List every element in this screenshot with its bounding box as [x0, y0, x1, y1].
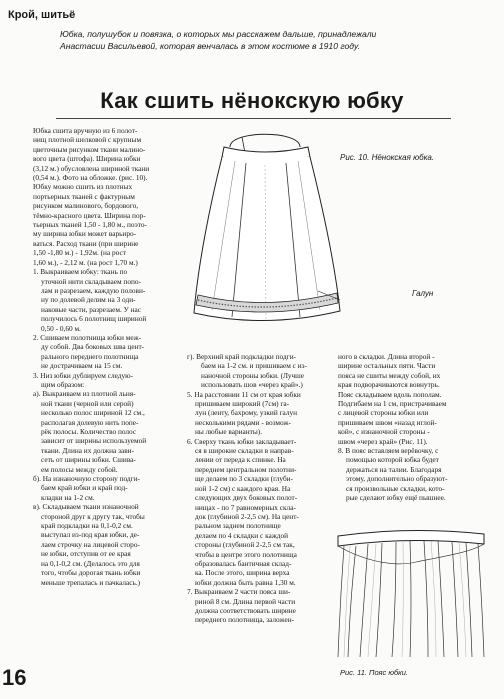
text-line: ваться. Расход ткани (при ширине — [33, 238, 139, 248]
text-line: рисунком малинового, бордового, — [33, 201, 139, 211]
text-line: портьерных тканей с фактурным — [33, 191, 135, 201]
waistband-illustration — [336, 522, 486, 662]
title-divider — [56, 118, 451, 119]
text-line: ральном заднем полотнище — [195, 521, 281, 531]
text-line: кой», с изнаночной стороны - — [338, 427, 430, 437]
text-line: должна соответствовать ширине — [195, 605, 296, 615]
text-line: ной 1-2 см) с каждого края. На — [195, 483, 291, 493]
text-line: стороны (глубиной 2-2,5 см так, — [195, 540, 295, 550]
text-line: края подворачиваются вовнутрь. — [338, 380, 440, 390]
text-line: Юбка сшита вручную из 6 полот- — [33, 126, 138, 135]
text-line: док (глубиной 2-2,5 см). На цент- — [195, 511, 299, 521]
text-line: меньше трепалась и пачкалась.) — [41, 577, 141, 587]
text-line: Подгибаем на 1 см, пристрачиваем — [338, 399, 447, 409]
page-number: 16 — [2, 665, 27, 690]
article-title: Как сшить нёнокскую юбку — [100, 88, 404, 113]
text-line: этому, дополнительно образуют- — [346, 474, 448, 484]
text-line: вого цвета (штофа). Ширина юбки — [33, 154, 141, 164]
text-line: делаем по 4 складки с каждой — [195, 530, 289, 540]
text-line: следующих двух боковых полот- — [195, 493, 298, 503]
text-line: несколькими рядами - возмож- — [195, 417, 291, 427]
text-line: ем полосы между собой. — [41, 464, 118, 474]
text-line: лам и разрезаем, каждую полови- — [41, 285, 146, 295]
text-line: кладки на 1-2 см. — [41, 492, 95, 502]
section-label: Крой, шитьё — [8, 9, 76, 21]
text-line: 6. Сверху ткань юбки закладывает- — [187, 436, 297, 446]
text-line: пришиваем широкий (7см) га- — [195, 399, 290, 409]
text-line: Юбку можно сшить из плотных — [33, 182, 133, 192]
text-line: (3,12 м.) обусловлена шириной ткани — [33, 163, 150, 173]
text-line: рёк полосы. Количество полос — [41, 427, 137, 436]
text-line: баем край юбки и край под- — [41, 483, 128, 493]
text-line: нищах - по 7 равномерных скла- — [195, 502, 296, 512]
intro-line: Юбка, полушубок и повязка, о которых мы расскажем дальше, принадлежали — [60, 29, 377, 39]
text-line: пояса не сшиты между собой, их — [338, 370, 441, 380]
text-line: ся в широкие складки в направ- — [195, 446, 294, 456]
text-line: лаем строчку на лицевой сторо- — [41, 539, 140, 549]
text-line: швом «через край» (Рис. 11). — [338, 436, 428, 446]
text-line: рые сделают юбку ещё пышнее. — [346, 493, 446, 503]
text-column-3 — [338, 352, 484, 503]
text-line: переднего полотнища, заложен- — [195, 615, 295, 625]
text-line: несколько полос шириной 12 см., — [41, 408, 145, 418]
intro-line: Анастасии Васильевой, которая венчалась в этом костюме в 1910 году. — [60, 41, 361, 51]
text-line: чтобы в центре этого полотнища — [195, 549, 297, 559]
text-line: тьерных тканей 1,50 - 1,80 м., поэто- — [33, 220, 147, 230]
text-line: ну по долевой делим на 3 оди- — [41, 295, 136, 305]
text-line: ны любые варианты). — [195, 427, 263, 437]
text-line: нищ плотной шелковой с крупным — [33, 135, 142, 145]
text-line: баем на 1-2 см. и пришиваем с из- — [201, 361, 307, 371]
text-line: рального переднего полотнища — [41, 351, 139, 361]
text-line: на 0,1-0,2 см. (Делалось это для — [41, 558, 140, 568]
text-line: держаться на талии. Благодаря — [346, 464, 442, 474]
text-line: переднем центральном полотни- — [195, 464, 297, 474]
text-line: выступал из-под края юбки, де- — [41, 530, 140, 540]
figure-11-caption: Рис. 11. Пояс юбки. — [340, 668, 408, 677]
text-line: 2. Сшиваем полотнища юбки меж- — [33, 332, 142, 342]
text-line: пришиваем швом «назад иглой- — [338, 417, 437, 427]
text-line: ширине остальных пяти. Части — [338, 361, 436, 371]
text-line: б). На изнаночную сторону подги- — [33, 474, 140, 484]
text-line: 1,50 -1,80 м.) - 1,92м. (на рост — [33, 248, 126, 258]
text-line: цветочным рисунком ткани малино- — [33, 144, 146, 154]
text-line: ся произвольные складки, кото- — [346, 483, 445, 493]
galun-label: Галун — [412, 289, 434, 298]
text-line: того, чтобы дорогая ткань юбки — [41, 568, 141, 578]
text-line: в). Складываем ткани изнаночной — [33, 502, 139, 512]
text-line: (0,54 м.). Фото на обложке. (рис. 10). — [33, 173, 148, 183]
text-line: 0,50 - 0,60 м. — [41, 323, 81, 333]
skirt-illustration — [190, 125, 345, 350]
text-line: ка. После этого, ширина верха — [195, 568, 290, 578]
text-line: риной 8 см. Длина первой части — [195, 596, 296, 606]
text-line: ще делаем по 3 складки (глуби- — [195, 474, 293, 484]
text-line: 3. Низ юбки дублируем следую- — [33, 370, 134, 380]
text-line: не дострачиваем на 15 см. — [41, 361, 123, 371]
text-line: наночной стороны юбки. (Лучше — [201, 370, 305, 380]
text-line: щим образом: — [41, 379, 85, 389]
text-line: лении от переда к спинке. На — [195, 455, 286, 465]
text-line: зависит от ширины используемой — [41, 436, 147, 446]
text-line: юбки должна быть равна 1,30 м. — [195, 577, 296, 587]
text-line: 8. В пояс вставляем верёвочку, с — [338, 446, 439, 456]
text-line: помощью которой юбка будет — [346, 455, 439, 465]
text-line: тёмно-красного цвета. Ширина пор- — [33, 210, 146, 220]
text-line: ного в складки. Длина второй - — [338, 352, 435, 361]
text-line: ной ткани (черной или серой) — [41, 398, 134, 408]
text-line: не юбки, отступив от ее края — [41, 549, 131, 559]
text-line: располагая долевую нить попе- — [41, 417, 139, 427]
text-line: использовать шов «через край».) — [201, 380, 303, 390]
text-line: образовалась бантичная склад- — [195, 558, 292, 568]
text-line: му ширина юбки может варьиро- — [33, 229, 137, 239]
text-line: получилось 6 полотнищ шириной — [41, 314, 147, 324]
text-line: лун (ленту, бахрому, узкий галун — [195, 408, 298, 418]
text-line: г). Верхний край подкладки подги- — [187, 352, 297, 361]
text-line: 1,60 м.), - 2,12 м. (на рост 1,70 м.) — [33, 257, 138, 267]
intro-text — [60, 28, 450, 52]
text-line: край подкладки на 0,1-0,2 см. — [41, 521, 133, 531]
text-line: 1. Выкраиваем юбку: ткань по — [33, 267, 128, 277]
text-line: стороной друг к другу так, чтобы — [41, 511, 145, 521]
text-line: Пояс складываем вдоль пополам. — [338, 389, 442, 399]
text-line: сеть от ширины юбки. Сшива- — [41, 455, 136, 465]
text-line: наковые части, разрезаем. У нас — [41, 304, 142, 314]
text-line: ткани. Длина их должна зави- — [41, 445, 135, 455]
text-line: 5. На расстоянии 11 см от края юбки — [187, 389, 301, 399]
text-column-1 — [33, 126, 181, 587]
text-column-2 — [187, 352, 333, 625]
text-line: уточной нити складываем попо- — [41, 276, 141, 286]
text-line: ду собой. Два боковых шва цент- — [41, 342, 145, 352]
figure-10-caption: Рис. 10. Нёнокская юбка. — [340, 153, 435, 162]
text-line: 7. Выкраиваем 2 части пояса ши- — [187, 587, 291, 597]
text-line: а). Выкраиваем из плотной льня- — [33, 389, 136, 399]
text-line: с лицевой стороны юбки или — [338, 408, 429, 418]
